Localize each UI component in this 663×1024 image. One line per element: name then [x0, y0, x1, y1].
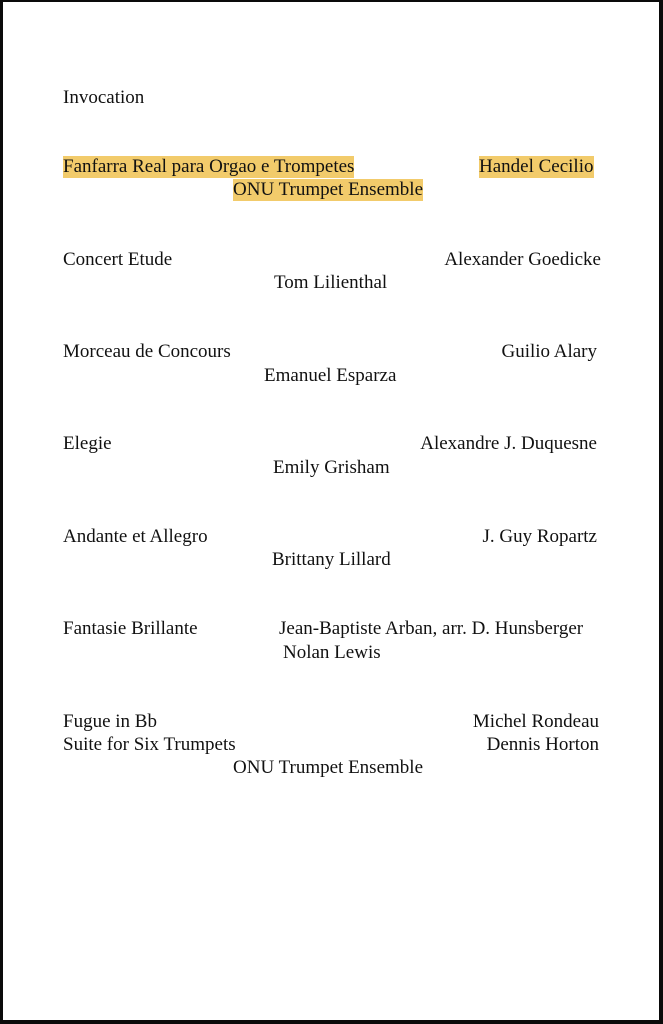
piece-composer: Dennis Horton	[486, 734, 599, 755]
piece-performer: Tom Lilienthal	[274, 272, 388, 293]
piece-performer: ONU Trumpet Ensemble	[233, 757, 423, 778]
piece-performer: Emily Grisham	[273, 457, 390, 478]
piece-title: Concert Etude	[63, 249, 173, 270]
piece-title: Elegie	[63, 433, 112, 454]
piece-performer: Emanuel Esparza	[264, 365, 397, 386]
piece-performer: Brittany Lillard	[272, 549, 391, 570]
piece-composer: Jean-Baptiste Arban, arr. D. Hunsberger	[279, 618, 584, 639]
piece-title: Andante et Allegro	[63, 526, 208, 547]
piece-composer: Michel Rondeau	[472, 711, 599, 732]
piece-performer: Nolan Lewis	[283, 642, 381, 663]
opening-item: Invocation	[63, 87, 145, 108]
piece-composer: Guilio Alary	[501, 341, 597, 362]
piece-title: Suite for Six Trumpets	[63, 734, 236, 755]
piece-composer: J. Guy Ropartz	[482, 526, 597, 547]
piece-composer: Alexandre J. Duquesne	[420, 433, 597, 454]
piece-title: Morceau de Concours	[63, 341, 231, 362]
piece-performer: ONU Trumpet Ensemble	[233, 179, 423, 200]
piece-composer: Alexander Goedicke	[444, 249, 601, 270]
piece-title: Fantasie Brillante	[63, 618, 198, 639]
piece-title: Fugue in Bb	[63, 711, 157, 732]
piece-composer: Handel Cecilio	[479, 156, 594, 177]
piece-title: Fanfarra Real para Orgao e Trompetes	[63, 156, 355, 177]
